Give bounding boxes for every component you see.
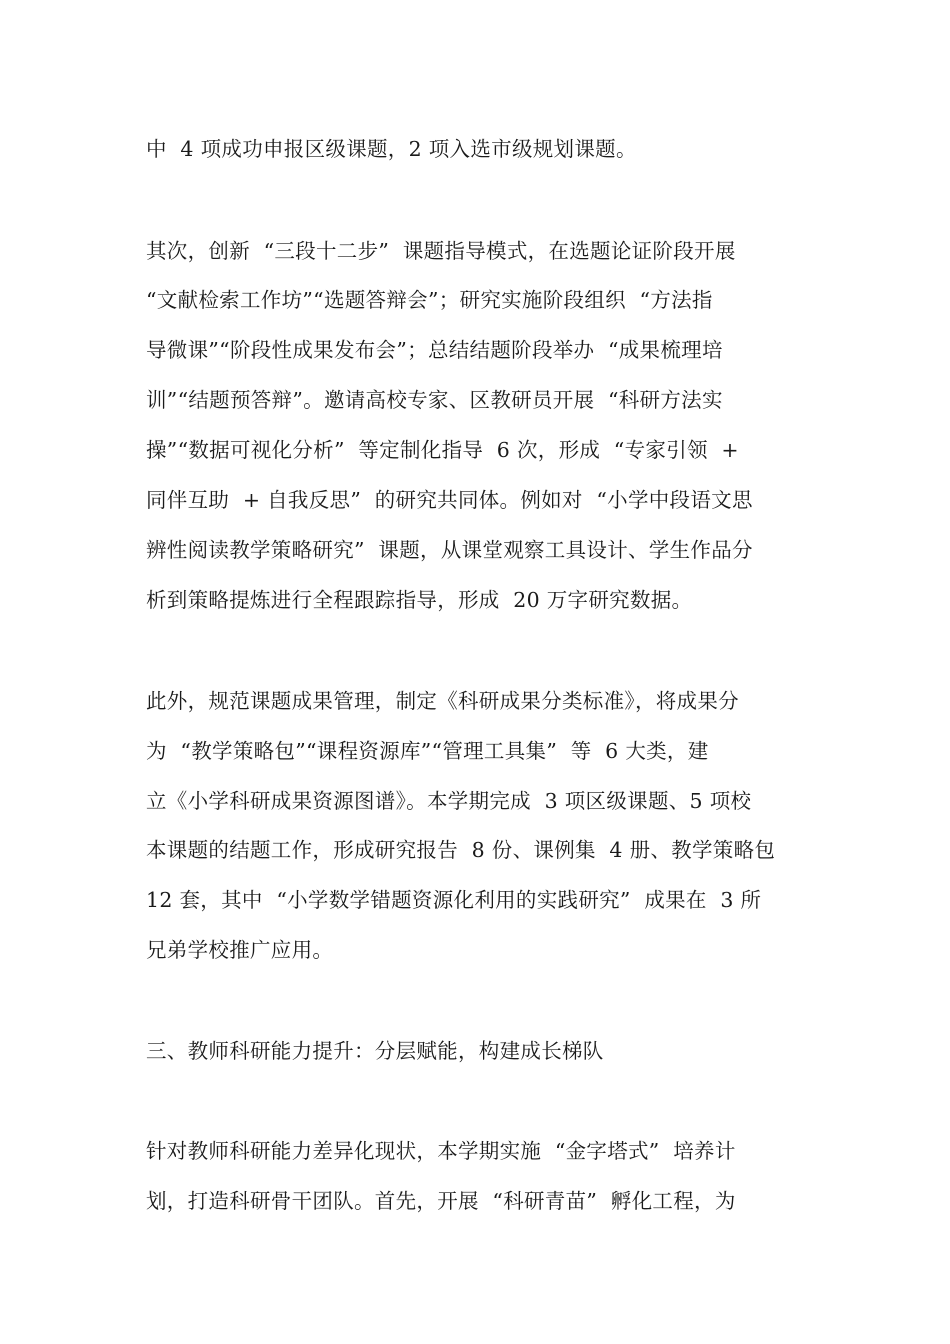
paragraph-3-line-6: 兄弟学校推广应用。	[146, 938, 334, 962]
paragraph-2-line-1: 其次，创新 “三段十二步” 课题指导模式，在选题论证阶段开展	[146, 239, 736, 263]
paragraph-2-line-2: “文献检索工作坊”“选题答辩会”；研究实施阶段组织 “方法指	[146, 288, 713, 312]
paragraph-2-line-7: 辨性阅读教学策略研究” 课题，从课堂观察工具设计、学生作品分	[146, 538, 753, 562]
section-heading: 三、教师科研能力提升：分层赋能，构建成长梯队	[146, 1039, 604, 1063]
paragraph-2-line-4: 训”“结题预答辩”。邀请高校专家、区教研员开展 “科研方法实	[146, 388, 723, 412]
paragraph-2-line-6: 同伴互助 + 自我反思” 的研究共同体。例如对 “小学中段语文思	[146, 488, 753, 512]
paragraph-3-line-5: 12 套，其中 “小学数学错题资源化利用的实践研究” 成果在 3 所	[146, 888, 762, 912]
paragraph-1-line-1: 中 4 项成功申报区级课题，2 项入选市级规划课题。	[146, 137, 637, 161]
paragraph-3-line-1: 此外，规范课题成果管理，制定《科研成果分类标准》，将成果分	[146, 689, 739, 713]
paragraph-4-line-1: 针对教师科研能力差异化现状，本学期实施 “金字塔式” 培养计	[146, 1139, 736, 1163]
paragraph-3-line-4: 本课题的结题工作，形成研究报告 8 份、课例集 4 册、教学策略包	[146, 838, 776, 862]
paragraph-3-line-2: 为 “教学策略包”“课程资源库”“管理工具集” 等 6 大类，建	[146, 739, 709, 763]
paragraph-3-line-3: 立《小学科研成果资源图谱》。本学期完成 3 项区级课题、5 项校	[146, 789, 752, 813]
paragraph-2-line-3: 导微课”“阶段性成果发布会”；总结结题阶段举办 “成果梳理培	[146, 338, 723, 362]
paragraph-2-line-5: 操”“数据可视化分析” 等定制化指导 6 次，形成 “专家引领 +	[146, 438, 739, 462]
paragraph-2-line-8: 析到策略提炼进行全程跟踪指导，形成 20 万字研究数据。	[146, 588, 693, 612]
paragraph-4-line-2: 划，打造科研骨干团队。首先，开展 “科研青苗” 孵化工程，为	[146, 1189, 736, 1213]
